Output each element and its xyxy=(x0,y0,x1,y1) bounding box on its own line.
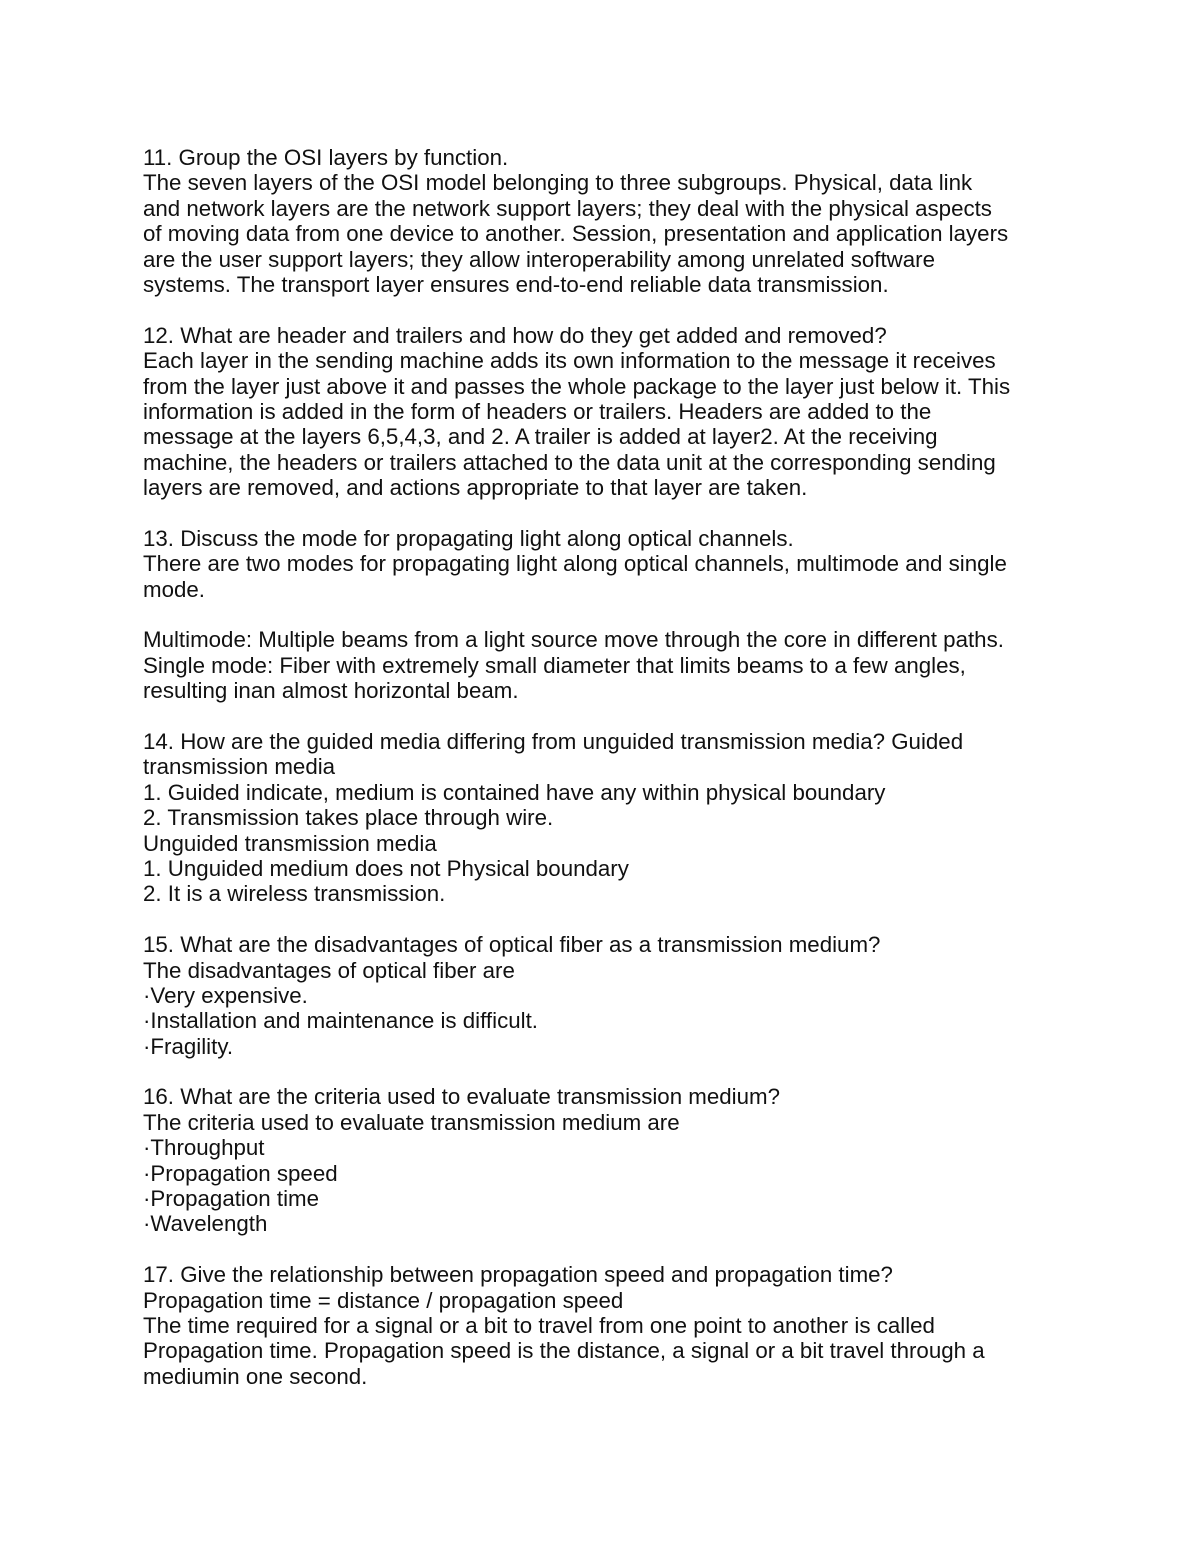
question-section xyxy=(143,526,1103,602)
question-section xyxy=(143,1084,1103,1236)
text-line: machine, the headers or trailers attached to the data unit at the corresponding sending xyxy=(143,449,996,475)
text-line: The criteria used to evaluate transmission medium are xyxy=(143,1109,680,1135)
text-line: ·Propagation time xyxy=(143,1186,319,1212)
text-line: There are two modes for propagating light along optical channels, multimode and single xyxy=(143,551,1007,577)
question-section xyxy=(143,627,1103,703)
text-line: Each layer in the sending machine adds its own information to the message it receives xyxy=(143,348,996,374)
text-line: ·Fragility. xyxy=(143,1033,234,1059)
paragraph-gap xyxy=(143,907,1103,932)
text-line: from the layer just above it and passes the whole package to the layer just below it. This xyxy=(143,373,1011,399)
text-line: The seven layers of the OSI model belonging to three subgroups. Physical, data link xyxy=(143,170,973,196)
text-line: mode. xyxy=(143,576,205,602)
question-section xyxy=(143,729,1103,907)
text-line: The time required for a signal or a bit to travel from one point to another is called xyxy=(143,1312,935,1338)
text-line: 1. Unguided medium does not Physical boundary xyxy=(143,855,629,881)
text-line: Single mode: Fiber with extremely small diameter that limits beams to a few angles, xyxy=(143,652,966,678)
text-line: systems. The transport layer ensures end-to-end reliable data transmission. xyxy=(143,271,889,297)
question-heading-line: 16. What are the criteria used to evaluate transmission medium? xyxy=(143,1084,781,1110)
text-line: 1. Guided indicate, medium is contained have any within physical boundary xyxy=(143,779,886,805)
question-heading-line: 13. Discuss the mode for propagating light along optical channels. xyxy=(143,525,794,551)
question-heading-line: 11. Group the OSI layers by function. xyxy=(143,145,509,170)
text-line: are the user support layers; they allow interoperability among unrelated software xyxy=(143,246,935,272)
text-line: 2. Transmission takes place through wire. xyxy=(143,805,554,831)
text-line: ·Very expensive. xyxy=(143,982,308,1008)
question-section xyxy=(143,323,1103,501)
text-line: ·Throughput xyxy=(143,1135,265,1161)
text-line: The disadvantages of optical fiber are xyxy=(143,957,515,983)
text-line: resulting inan almost horizontal beam. xyxy=(143,678,519,704)
question-section xyxy=(143,145,1103,297)
text-line: transmission media xyxy=(143,754,336,780)
question-heading-line: Multimode: Multiple beams from a light source move through the core in different paths. xyxy=(143,627,1004,653)
question-section xyxy=(143,1262,1103,1389)
question-section xyxy=(143,932,1103,1059)
paragraph-gap xyxy=(143,704,1103,729)
text-line: ·Wavelength xyxy=(143,1211,268,1237)
text-line: 2. It is a wireless transmission. xyxy=(143,881,446,907)
paragraph-gap xyxy=(143,297,1103,322)
text-line: Propagation time = distance / propagation speed xyxy=(143,1287,624,1313)
question-heading-line: 14. How are the guided media differing from unguided transmission media? Guided xyxy=(143,728,964,754)
question-heading-line: 12. What are header and trailers and how do they get added and removed? xyxy=(143,322,887,348)
paragraph-gap xyxy=(143,1237,1103,1262)
text-line: mediumin one second. xyxy=(143,1363,368,1389)
question-heading-line: 15. What are the disadvantages of optical fiber as a transmission medium? xyxy=(143,932,881,958)
text-line: ·Propagation speed xyxy=(143,1160,338,1186)
text-line: Propagation time. Propagation speed is the distance, a signal or a bit travel through a xyxy=(143,1338,985,1364)
paragraph-gap xyxy=(143,602,1103,627)
text-line: and network layers are the network support layers; they deal with the physical aspects xyxy=(143,195,992,221)
text-line: ·Installation and maintenance is difficult. xyxy=(143,1008,538,1034)
paragraph-gap xyxy=(143,500,1103,525)
text-line: Unguided transmission media xyxy=(143,830,437,856)
text-line: layers are removed, and actions appropriate to that layer are taken. xyxy=(143,475,808,501)
document-body xyxy=(143,145,1103,1389)
text-line: information is added in the form of headers or trailers. Headers are added to the xyxy=(143,398,932,424)
paragraph-gap xyxy=(143,1059,1103,1084)
text-line: message at the layers 6,5,4,3, and 2. A trailer is added at layer2. At the receiving xyxy=(143,424,938,450)
question-heading-line: 17. Give the relationship between propagation speed and propagation time? xyxy=(143,1262,893,1288)
text-line: of moving data from one device to another. Session, presentation and application layers xyxy=(143,221,1009,247)
